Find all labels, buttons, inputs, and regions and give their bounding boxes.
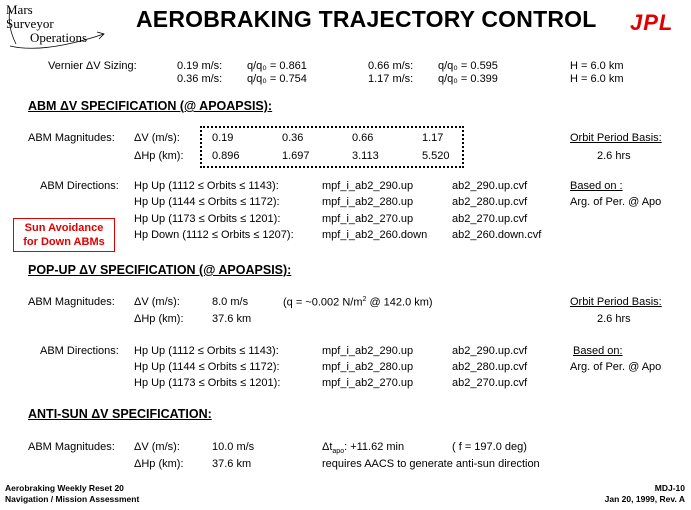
popup-based-on-value: Arg. of Per. @ Apo	[570, 361, 662, 373]
antisun-f-value: ( f = 197.0 deg)	[452, 441, 527, 453]
popup-dv-note-sup: 2	[362, 296, 367, 303]
orbit-swoosh-icon	[4, 4, 110, 50]
abm-dir-row-2-file: mpf_i_ab2_280.up	[322, 196, 414, 208]
abm-dir-row-4-file: mpf_i_ab2_260.down	[322, 229, 428, 241]
footer-left-line-2: Navigation / Mission Assessment	[5, 494, 140, 504]
sun-avoidance-line-1: Sun Avoidance	[24, 222, 104, 234]
jpl-logo: JPL	[630, 10, 674, 35]
abm-heading: ABM ΔV SPECIFICATION (@ APOAPSIS):	[28, 99, 273, 113]
abm-dv-value: 0.19	[212, 132, 234, 144]
popup-dir-row-2-cvf: ab2_280.up.cvf	[452, 361, 528, 373]
abm-dir-row-2-cvf: ab2_280.up.cvf	[452, 196, 528, 208]
popup-directions-label: ABM Directions:	[40, 345, 119, 357]
footer-right-line-1: MDJ-10	[654, 483, 685, 493]
abm-orbit-basis-value: 2.6 hrs	[597, 150, 631, 162]
antisun-heading: ANTI-SUN ΔV SPECIFICATION:	[28, 407, 212, 421]
abm-dir-row-1-file: mpf_i_ab2_290.up	[322, 180, 414, 192]
popup-heading: POP-UP ΔV SPECIFICATION (@ APOAPSIS):	[28, 263, 292, 277]
antisun-dt-symbol: Δt	[322, 441, 333, 453]
antisun-dv-value: 10.0 m/s	[212, 441, 255, 453]
abm-dir-row-1-range: Hp Up (1112 ≤ Orbits ≤ 1143):	[134, 180, 279, 192]
abm-dir-row-3-file: mpf_i_ab2_270.up	[322, 213, 414, 225]
vernier-r2-c1: 0.36 m/s:	[177, 73, 223, 85]
popup-dir-row-3-range: Hp Up (1173 ≤ Orbits ≤ 1201):	[134, 377, 281, 389]
popup-dir-row-1-cvf: ab2_290.up.cvf	[452, 345, 528, 357]
abm-dv-value: 1.17	[422, 132, 444, 144]
abm-orbit-basis-label: Orbit Period Basis:	[570, 132, 662, 144]
vernier-r1-c4: q/q₀ = 0.595	[438, 60, 498, 72]
antisun-dv-label: ΔV (m/s):	[134, 441, 180, 453]
logo-line-3: Operations	[30, 30, 88, 45]
popup-dv-value: 8.0 m/s	[212, 296, 249, 308]
popup-dir-row-2-range: Hp Up (1144 ≤ Orbits ≤ 1172):	[134, 361, 280, 373]
popup-orbit-basis-label: Orbit Period Basis:	[570, 296, 662, 308]
footer-left-line-1: Aerobraking Weekly Reset 20	[5, 483, 124, 493]
popup-dir-row-3-file: mpf_i_ab2_270.up	[322, 377, 414, 389]
abm-dir-row-3-cvf: ab2_270.up.cvf	[452, 213, 528, 225]
footer-right-line-2: Jan 20, 1999, Rev. A	[604, 494, 685, 504]
popup-dv-note-b: @ 142.0 km)	[366, 296, 433, 309]
antisun-dhp-value: 37.6 km	[212, 458, 252, 470]
vernier-r2-c2: q/q₀ = 0.754	[247, 73, 307, 85]
popup-dir-row-1-range: Hp Up (1112 ≤ Orbits ≤ 1143):	[134, 345, 279, 357]
sun-avoidance-callout	[13, 218, 115, 252]
vernier-r1-c3: 0.66 m/s:	[368, 60, 414, 72]
logo-line-1: Mars	[6, 2, 33, 17]
abm-dv-value: 0.36	[282, 132, 304, 144]
vernier-r1-c5: H = 6.0 km	[570, 60, 624, 72]
antisun-dt-sub: apo	[332, 448, 345, 456]
popup-dhp-label: ΔHp (km):	[134, 313, 184, 325]
popup-dir-row-3-cvf: ab2_270.up.cvf	[452, 377, 528, 389]
abm-dhp-value: 3.113	[352, 150, 379, 162]
abm-magnitudes-label: ABM Magnitudes:	[28, 132, 115, 144]
vernier-r2-c3: 1.17 m/s:	[368, 73, 414, 85]
popup-dv-note	[283, 296, 433, 309]
antisun-dt-apo	[322, 441, 404, 455]
sun-avoidance-line-2: for Down ABMs	[23, 236, 105, 248]
vernier-r2-c5: H = 6.0 km	[570, 73, 624, 85]
popup-dv-label: ΔV (m/s):	[134, 296, 180, 308]
abm-dir-row-4-cvf: ab2_260.down.cvf	[452, 229, 542, 241]
abm-dir-row-3-range: Hp Up (1173 ≤ Orbits ≤ 1201):	[134, 213, 281, 225]
popup-magnitudes-label: ABM Magnitudes:	[28, 296, 115, 308]
popup-dir-row-1-file: mpf_i_ab2_290.up	[322, 345, 414, 357]
popup-dir-row-2-file: mpf_i_ab2_280.up	[322, 361, 414, 373]
antisun-dhp-label: ΔHp (km):	[134, 458, 184, 470]
abm-dir-row-4-range: Hp Down (1112 ≤ Orbits ≤ 1207):	[134, 229, 294, 241]
abm-dhp-value: 0.896	[212, 150, 240, 162]
abm-dhp-label: ΔHp (km):	[134, 150, 184, 162]
abm-dv-label: ΔV (m/s):	[134, 132, 180, 144]
abm-dir-row-1-cvf: ab2_290.up.cvf	[452, 180, 528, 192]
logo-line-2: Surveyor	[6, 16, 54, 31]
antisun-aacs-note: requires AACS to generate anti-sun direction	[322, 458, 540, 470]
popup-dhp-value: 37.6 km	[212, 313, 252, 325]
abm-dhp-value: 1.697	[282, 150, 310, 162]
page-title: AEROBRAKING TRAJECTORY CONTROL	[136, 6, 597, 32]
abm-based-on-label: Based on :	[570, 180, 623, 192]
vernier-label: Vernier ΔV Sizing:	[48, 60, 137, 72]
antisun-magnitudes-label: ABM Magnitudes:	[28, 441, 115, 453]
antisun-dt-value: : +11.62 min	[344, 441, 405, 453]
popup-orbit-basis-value: 2.6 hrs	[597, 313, 631, 325]
popup-based-on-label: Based on:	[573, 345, 623, 357]
abm-directions-label: ABM Directions:	[40, 180, 119, 192]
abm-based-on-value: Arg. of Per. @ Apo	[570, 196, 662, 208]
abm-dv-value: 0.66	[352, 132, 374, 144]
vernier-r1-c1: 0.19 m/s:	[177, 60, 223, 72]
abm-dir-row-2-range: Hp Up (1144 ≤ Orbits ≤ 1172):	[134, 196, 280, 208]
popup-dv-note-a: (q = ~0.002 N/m	[283, 296, 363, 309]
abm-dhp-value: 5.520	[422, 150, 450, 162]
vernier-r2-c4: q/q₀ = 0.399	[438, 73, 498, 85]
vernier-r1-c2: q/q₀ = 0.861	[247, 60, 307, 72]
